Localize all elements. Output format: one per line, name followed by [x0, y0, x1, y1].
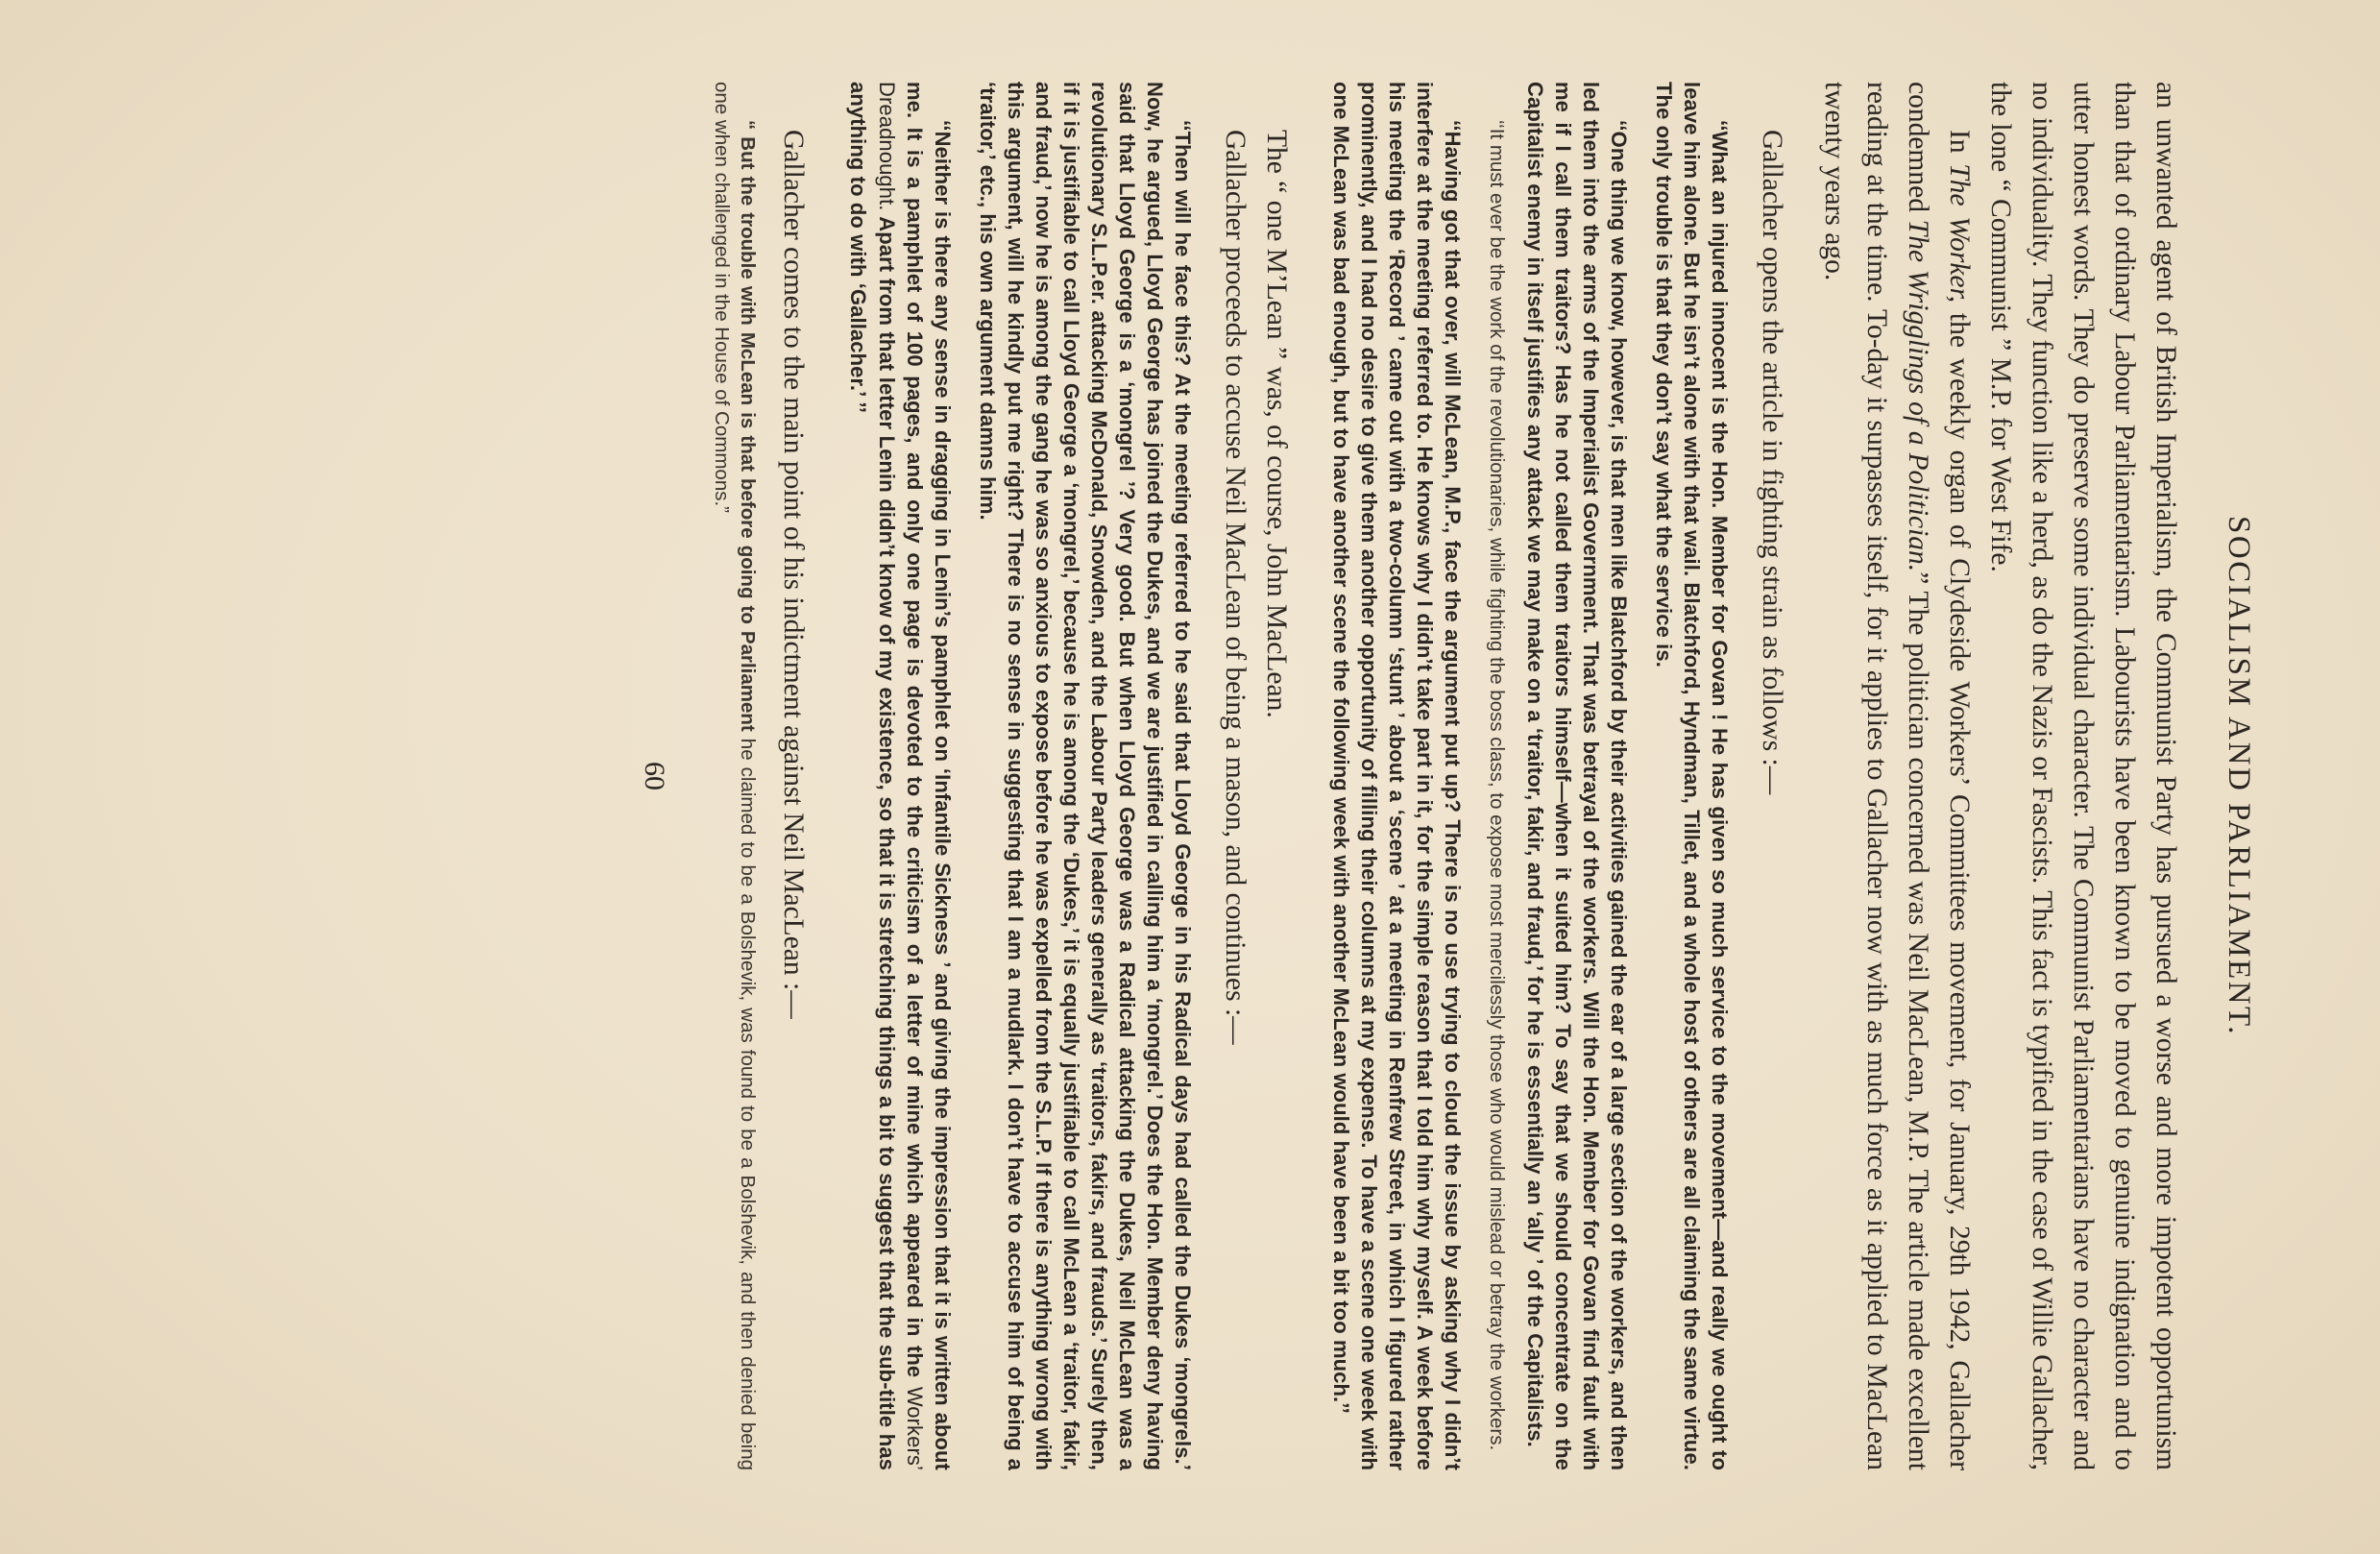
text-run: ‘‘Neither is there any sense in dragging in Lenin’s pamphlet on ‘Infantile Sickness ’ and giving the impression that it is written about me. It is a pamphlet of 100 pages, and only one page is devoted to the criticism of a letter of mine which appeared in the — [902, 82, 955, 1470]
paragraph-one-mlean: The “ one M’Lean ” was, of course, John MacLean. — [1260, 130, 1292, 718]
text-run: In — [1943, 130, 1975, 164]
quote-lloyd-george: ‘‘Then will he face this? At the meeting referred to he said that Lloyd George in his Radical days had called the Dukes ‘mongrels.’ Now, he argued, Lloyd George has joined the Dukes, and we are justified in calling him a ‘mongrel.’ Does the Hon. Member deny having said that Lloyd George is a ‘mongrel ’? Very good. But when Lloyd George was a Radical attacking the Dukes, Neil McLean was a revolutionary S.L.P.er. attacking McDonald, Snowden, and the Labour Party leaders generally as ‘traitors, fakirs, and frauds.’ Surely then, if it is justifiable to call Lloyd George a ‘mongrel,’ because he is among the ‘Dukes,’ it is equally justifiable to call McLean a ‘traitor, fakir, and fraud,’ now he is among the gang he was so anxious to expose before he was expelled from the S.L.P. If there is anything wrong with this argument, will he kindly put me right? There is no sense in suggesting that I am a mudlark. I don’t have to accuse him of being a ‘traitor,’ etc., his own argument damns him. — [975, 82, 1195, 1470]
text-run: Apart from that letter Lenin didn’t know of my existence, so that it is stretching things a bit to suggest that the sub-title has anything to do with ‘Gallacher.’ ’’ — [846, 82, 899, 1470]
paragraph-opening: an unwanted agent of British Imperialism, the Communist Party has pursued a worse and more impotent opportunism than that of ordinary Labour Parliamentarism. Labourists have been known to be moved to genuine indignation and to utter honest words. They do preserve some individual character. The Communist Parliamentarians have no character and no individuality. They function like a herd, as do the Nazis or Fascists. This fact is typified in the case of Willie Gallacher, the lone “ Communist ” M.P. for West Fife. — [1984, 82, 2181, 1470]
quote-lenin-pamphlet — [844, 82, 956, 1470]
publication-title: Workers’ Dreadnought. — [874, 82, 927, 1470]
bold-text: “ But the trouble with McLean is that before going to Parliament — [737, 120, 760, 732]
running-head: SOCIALISM AND PARLIAMENT. — [2222, 516, 2256, 1036]
quote-injured-innocent: ‘‘What an injured innocent is the Hon. Member for Govan ! He has given so much service to the movement—and really we ought to leave him alone. But he isn’t alone with that wail. Blatchford, Hyndman, Tillet, and a whole host of others are all claiming the same virtue. The only trouble is that they don’t say what the service is. — [1652, 82, 1733, 1470]
quote-blatchford: ‘‘One thing we know, however, is that men like Blatchford by their activities gained the ear of a large section of the workers, and then led them into the arms of the Imperialist Government. That was betrayal of the workers. Will the Hon. Member for Govan find fault with me if I call them traitors? Has he not called them traitors himself—when it suited him? To say that we should concentrate on the Capitalist enemy in itself justifies any attack we may make on a ‘traitor, fakir, and fraud,’ for he is essentially an ‘ally ’ of the Capitalists. — [1523, 82, 1632, 1470]
quote-revolutionaries: ‘‘It must ever be the work of the revolutionaries, while fighting the boss class, to expose most mercilessly those who would mislead or betray the workers. — [1486, 120, 1509, 1451]
text-run: ” The politician concerned was Neil MacLean, M.P. The article made excellent reading at the time. To-day it surpasses itself, for it applies to Gallacher now with as much force as it applied to MacLean twenty years ago. — [1819, 82, 1933, 1470]
quote-having-got: ‘‘Having got that over, will McLean, M.P., face the argument put up? There is no use trying to cloud the issue by asking why I didn’t interfere at the meeting referred to. He knows why I didn’t take part in it, for the simple reason that I told him why myself. A week before his meeting the ‘Record ’ came out with a two-column ‘stunt ’ about a ‘scene ’ at a meeting in Renfrew Street, in which I figured rather prominently, and I had no desire to give them another opportunity of filling their columns at my expense. To have a scene one week with one McLean was bad enough, but to have another scene the following week with another McLean would have been a bit too much.’’ — [1328, 82, 1466, 1470]
text-run: he claimed to be a Bolshevik, was found to be a Bolshevik, and then denied being one when challenged in the House of Commons.” — [711, 82, 760, 1470]
text-run: the weekly organ of Clydeside Workers’ Committees movement, for January, 29th 1942, Gallacher condemned — [1902, 82, 1975, 1470]
quote-bolshevik — [709, 82, 761, 1470]
page-number: 60 — [639, 762, 671, 790]
book-page — [76, 47, 2304, 1507]
article-title: The Wrigglings of a Politician. — [1902, 219, 1933, 572]
paragraph-mason: Gallacher proceeds to accuse Neil MacLean of being a mason, and continues :— — [1219, 130, 1251, 1045]
paragraph-main-point: Gallacher comes to the main point of his indictment against Neil MacLean :— — [778, 130, 810, 1019]
publication-title: The Worker, — [1943, 163, 1975, 304]
paragraph-intro-quote: Gallacher opens the article in fighting strain as follows :— — [1757, 130, 1788, 795]
paragraph-the-worker — [1813, 82, 1979, 1470]
